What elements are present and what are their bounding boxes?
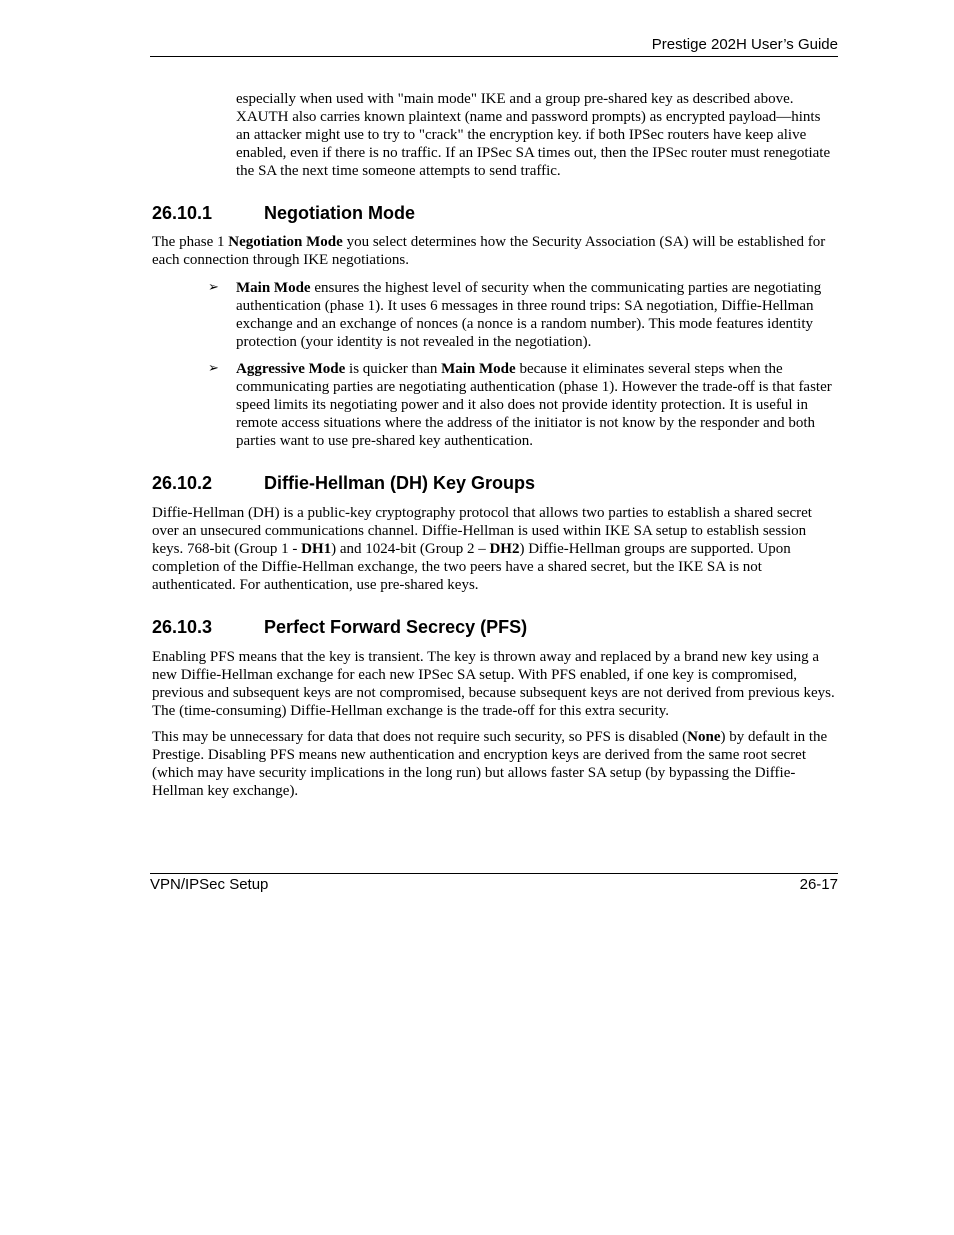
- section-heading-dh-key-groups: [152, 473, 535, 494]
- list-item-text: [236, 279, 836, 351]
- section-number: 26.10.1: [152, 203, 213, 223]
- section-number: 26.10.3: [152, 617, 213, 637]
- arrow-bullet-icon: ➢: [208, 280, 219, 295]
- dh-paragraph: [152, 504, 838, 594]
- section-title: Diffie-Hellman (DH) Key Groups: [264, 473, 536, 493]
- text-run: you select determines how the Security Association (SA) will be established for each connection through IKE negotiations.: [152, 234, 826, 268]
- bold-term: Aggressive Mode: [236, 361, 346, 377]
- intro-paragraph: especially when used with "main mode" IKE and a group pre-shared key as described above. XAUTH also carries known plaintext (name and password prompts) as encrypted payload—hints an attacker might use to try to "crack" the encryption key. if both IPSec routers have keep alive enabled, even if there is no traffic. If an IPSec SA times out, then the IPSec router must renegotiate the SA the next time someone attempts to send traffic.: [236, 91, 831, 179]
- page-header: Prestige 202H User’s Guide: [150, 36, 838, 57]
- section-number: 26.10.2: [152, 473, 213, 493]
- footer-section-title: VPN/IPSec Setup: [150, 876, 269, 893]
- page-number: 26-17: [799, 876, 838, 893]
- text-run: ) by default in the Prestige. Disabling PFS means new authentication and encryption keys are derived from the same root secret (which may have security implications in the long run) but allows faster SA setup (by bypassing the Diffie-Hellman key exchange).: [152, 729, 828, 799]
- text-run: The phase 1: [152, 234, 229, 250]
- pfs-paragraph-1: Enabling PFS means that the key is transient. The key is thrown away and replaced by a brand new key using a new Diffie-Hellman exchange for each new IPSec SA setup. With PFS enabled, if one key is compromised, previous and subsequent keys are not compromised, because subsequent keys are not derived from previous keys. The (time-consuming) Diffie-Hellman exchange is the trade-off for this extra security.: [152, 649, 835, 719]
- page-footer: [150, 873, 838, 893]
- text-run: is quicker than: [345, 361, 442, 377]
- section-heading-pfs: [152, 617, 527, 638]
- bold-term: Negotiation Mode: [228, 234, 343, 250]
- negotiation-mode-paragraph: [152, 233, 838, 269]
- text-run: This may be unnecessary for data that does not require such security, so PFS is disabled (: [152, 729, 688, 745]
- text-run: ensures the highest level of security when the communicating parties are negotiating authentication (phase 1). It uses 6 messages in three round trips: SA negotiation, Diffie-Hellman exchange and an exchange of nonces (a nonce is a random number). This mode features identity protection (your identity is not revealed in the negotiation).: [236, 280, 822, 350]
- section-title: Negotiation Mode: [264, 203, 415, 223]
- bold-term: None: [687, 729, 721, 745]
- text-run: ) and 1024-bit (Group 2 –: [331, 541, 490, 557]
- text-run: Diffie-Hellman (DH) is a public-key cryptography protocol that allows two parties to establish a shared secret over an unsecured communications channel. Diffie-Hellman is used within IKE SA setup to establish session keys. 768-bit (Group 1 -: [152, 505, 812, 557]
- section-heading-negotiation-mode: [152, 203, 415, 224]
- list-item-text: [236, 360, 836, 450]
- text-run: because it eliminates several steps when the communicating parties are negotiating authentication (phase 1). However the trade-off is that faster speed limits its negotiating power and it also does not provide identity protection. It is useful in remote access situations where the address of the initiator is not know by the responder and both parties want to use pre-shared key authentication.: [236, 361, 832, 449]
- text-run: ) Diffie-Hellman groups are supported. Upon completion of the Diffie-Hellman exchange, the two peers have a shared secret, but the IKE SA is not authenticated. For authentication, use pre-shared keys.: [152, 541, 791, 593]
- arrow-bullet-icon: ➢: [208, 361, 219, 376]
- bold-term: Main Mode: [441, 361, 516, 377]
- bold-term: Main Mode: [236, 280, 311, 296]
- bold-term: DH2: [489, 541, 520, 557]
- pfs-paragraph-2: [152, 728, 838, 800]
- bold-term: DH1: [301, 541, 332, 557]
- section-title: Perfect Forward Secrecy (PFS): [264, 617, 528, 637]
